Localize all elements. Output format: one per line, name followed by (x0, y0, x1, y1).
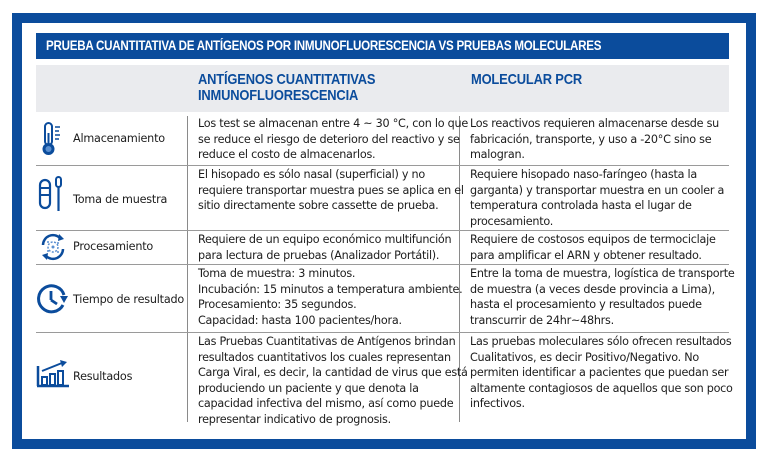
molecular-cell (470, 266, 735, 328)
cell-line: Cualitativos, es decir Positivo/Negativo. No (470, 350, 699, 364)
cell-line: Requiere hisopado naso-faríngeo (hasta la (470, 168, 697, 181)
cell-line: Las Pruebas Cuantitativas de Antígenos brindan (198, 335, 456, 348)
cell-line: El hisopado es sólo nasal (superficial) y no (198, 168, 425, 181)
column-header-molecular-line: MOLECULAR PCR (471, 71, 582, 88)
cell-line: para lectura de pruebas (Analizador Portátil). (198, 248, 440, 262)
cell-line: Entre la toma de muestra, logística de transporte (470, 267, 735, 280)
row-label: Almacenamiento (73, 132, 165, 145)
column-header-antigen-line: INMUNOFLUORESCENCIA (198, 87, 359, 104)
cell-line: transcurrir de 24hr~48hrs. (470, 313, 614, 327)
table-title: PRUEBA CUANTITATIVA DE ANTÍGENOS POR INMUNOFLUORESCENCIA VS PRUEBAS MOLECULARES (46, 38, 602, 53)
cell-line: para amplificar el ARN y obtener resultado. (470, 248, 702, 262)
cell-line: malogran. (470, 148, 525, 162)
cell-line: temperatura controlada hasta el lugar de (470, 199, 692, 213)
column-header-molecular (471, 72, 600, 88)
clock-icon (37, 283, 69, 315)
cell-line: infectivos. (470, 397, 525, 411)
antigen-cell (198, 266, 462, 328)
column-divider-1 (187, 116, 188, 422)
cell-line: Requiere de costosos equipos de termociclaje (470, 233, 716, 246)
thermometer-icon (38, 121, 64, 157)
molecular-cell (470, 232, 716, 263)
cell-line: procesamiento. (470, 214, 554, 228)
row-separator (36, 230, 729, 231)
antigen-cell (198, 167, 464, 214)
antigen-cell (198, 334, 468, 428)
cell-line: fabricación, transporte, y uso a -20°C sino se (470, 132, 712, 146)
cell-line: Los test se almacenan entre 4 ~ 30 °C, con lo que (198, 117, 468, 130)
molecular-cell (470, 116, 719, 163)
test-tube-swab-icon (38, 176, 68, 212)
row-label: Tiempo de resultado (73, 293, 185, 306)
cell-line: hasta el procesamiento y resultados puede (470, 298, 702, 312)
cell-line: reduce el costo de almacenarlos. (198, 148, 376, 162)
cell-line: Los reactivos requieren almacenarse desde su (470, 117, 719, 130)
cell-line: produciendo un paciente y que denota la (198, 381, 419, 395)
cell-line: representar indicativo de prognosis. (198, 412, 391, 426)
cell-line: Toma de muestra: 3 minutos. (198, 267, 356, 280)
cell-line: de muestra (a veces desde provincia a Lima), (470, 282, 715, 296)
cell-line: Capacidad: hasta 100 pacientes/hora. (198, 313, 402, 327)
row-label: Resultados (73, 370, 133, 383)
antigen-cell (198, 116, 468, 163)
cell-line: Procesamiento: 35 segundos. (198, 298, 357, 312)
row-separator (36, 332, 729, 333)
cell-line: resultados cuantitativos los cuales representan (198, 350, 451, 364)
cell-line: se reduce el riesgo de deterioro del reactivo y se (198, 132, 460, 146)
virus-cycle-icon (38, 232, 68, 262)
cell-line: Incubación: 15 minutos a temperatura ambiente. (198, 282, 463, 296)
column-header-antigen-line: ANTÍGENOS CUANTITATIVAS (198, 71, 376, 88)
row-separator (36, 264, 729, 265)
cell-line: Requiere de un equipo económico multifunción (198, 233, 452, 246)
cell-line: capacidad infectiva del mismo, así como puede (198, 397, 454, 411)
antigen-cell (198, 232, 451, 263)
row-label: Procesamiento (73, 240, 154, 253)
molecular-cell (470, 334, 733, 412)
molecular-cell (470, 167, 724, 229)
cell-line: requiere transportar muestra pues se aplica en el (198, 183, 464, 197)
cell-line: permiten identificar a pacientes que puedan ser (470, 366, 729, 380)
cell-line: sitio directamente sobre cassette de prueba. (198, 199, 439, 213)
column-header-antigen (198, 72, 404, 104)
cell-line: Las pruebas moleculares sólo ofrecen resultados (470, 335, 732, 348)
table-title-bar (36, 33, 729, 59)
row-label: Toma de muestra (73, 193, 168, 206)
cell-line: garganta) y transportar muestra en un cooler a (470, 183, 725, 197)
bar-chart-growth-icon (36, 360, 70, 388)
row-separator (36, 165, 729, 166)
cell-line: Carga Viral, es decir, la cantidad de virus que está (198, 366, 468, 380)
cell-line: altamente contagiosos de aquellos que son poco (470, 381, 733, 395)
